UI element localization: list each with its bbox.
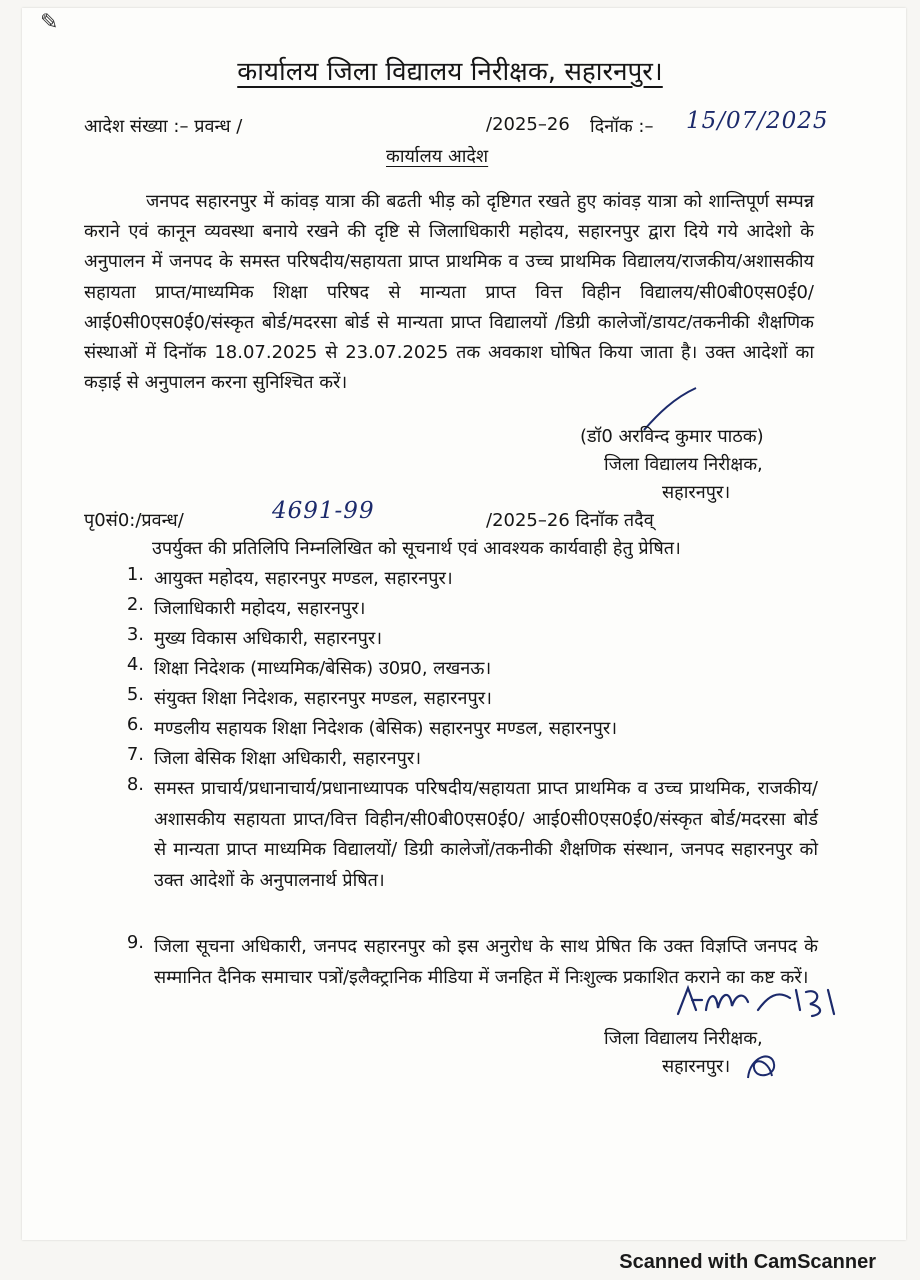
list-item-text: मुख्य विकास अधिकारी, सहारनपुर। <box>154 628 383 649</box>
signatory2-designation: जिला विद्यालय निरीक्षक, <box>604 1028 763 1049</box>
signatory-place: सहारनपुर। <box>662 482 731 503</box>
list-item-number: 1. <box>126 564 144 585</box>
order-date-label: दिनॉक :– <box>590 116 654 137</box>
office-title: कार्यालय जिला विद्यालय निरीक्षक, सहारनपुर। <box>237 57 663 87</box>
order-body <box>84 187 814 398</box>
corner-mark-icon: ✎ <box>40 10 59 35</box>
list-item-number: 9. <box>126 932 144 953</box>
list-item-text: मण्डलीय सहायक शिक्षा निदेशक (बेसिक) सहारनपुर मण्डल, सहारनपुर। <box>154 718 618 739</box>
list-item-text: आयुक्त महोदय, सहारनपुर मण्डल, सहारनपुर। <box>154 568 453 589</box>
order-year-label: /2025–26 <box>486 114 570 135</box>
signatory-designation: जिला विद्यालय निरीक्षक, <box>604 454 763 475</box>
list-item-number: 2. <box>126 594 144 615</box>
signature-initials-icon <box>672 980 842 1026</box>
signatory2-place: सहारनपुर। <box>662 1056 731 1077</box>
signature-flourish-icon <box>742 1046 782 1086</box>
list-item-number: 7. <box>126 744 144 765</box>
list-item-text: समस्त प्राचार्य/प्रधानाचार्य/प्रधानाध्यापक परिषदीय/सहायता प्राप्त प्राथमिक व उच्च प्राथमिक, राजकीय/अशासकीय सहायता प्राप्त/वित्त विहीन/सी0बी0एस0ई0/ आई0सी0एस0ई0/संस्कृत बोर्ड/मदरसा बोर्ड से मान्यता प्राप्त माध्यमिक विद्यालयों/ डिग्री कालेजों/तकनीकी शैक्षणिक संस्थान, जनपद सहारनपुर को उक्त आदेशों के अनुपालनार्थ प्रेषित। <box>154 778 818 891</box>
list-item-number: 8. <box>126 774 144 795</box>
order-body-text: जनपद सहारनपुर में कांवड़ यात्रा की बढती भीड़ को दृष्टिगत रखते हुए कांवड़ यात्रा को शान्तिपूर्ण सम्पन्न कराने एवं कानून व्यवस्था बनाये रखने की दृष्टि से जिलाधिकारी महोदय, सहारनपुर द्वारा दिये गये आदेशो के अनुपालन में जनपद के समस्त परिषदीय/सहायता प्राप्त प्राथमिक व उच्च प्राथमिक विद्यालय/राजकीय/अशासकीय सहायता प्राप्त/माध्यमिक शिक्षा परिषद से मान्यता प्राप्त वित्त विहीन विद्यालय/सी0बी0एस0ई0/आई0सी0एस0ई0/संस्कृत बोर्ड/मदरसा बोर्ड से मान्यता प्राप्त विद्यालयों /डिग्री कालेजों/डायट/तकनीकी शैक्षणिक संस्थाओं में दिनॉक 18.07.2025 से 23.07.2025 तक अवकाश घोषित किया जाता है। उक्त आदेशों का कड़ाई से अनुपालन करना सुनिश्चित करें। <box>84 191 814 394</box>
list-item-text: जिलाधिकारी महोदय, सहारनपुर। <box>154 598 366 619</box>
list-item-number: 6. <box>126 714 144 735</box>
list-item-text: जिला सूचना अधिकारी, जनपद सहारनपुर को इस अनुरोध के साथ प्रेषित कि उक्त विज्ञप्ति जनपद के सम्मानित दैनिक समाचार पत्रों/इलैक्ट्रानिक मीडिया में जनहित में निःशुल्क प्रकाशित कराने का कष्ट करें। <box>154 936 818 988</box>
list-item-number: 5. <box>126 684 144 705</box>
scanner-watermark: Scanned with CamScanner <box>619 1251 876 1273</box>
endorsement-intro: उपर्युक्त की प्रतिलिपि निम्नलिखित को सूचनार्थ एवं आवश्यक कार्यवाही हेतु प्रेषित। <box>152 538 681 559</box>
list-item-text: जिला बेसिक शिक्षा अधिकारी, सहारनपुर। <box>154 748 422 769</box>
signatory-name: (डॉ0 अरविन्द कुमार पाठक) <box>580 426 764 447</box>
list-item-number: 3. <box>126 624 144 645</box>
endorsement-ref-label: पृ0सं0:/प्रवन्ध/ <box>84 510 184 531</box>
order-date-handwritten: 15/07/2025 <box>686 108 829 134</box>
order-number-label: आदेश संख्या :– प्रवन्ध / <box>84 116 243 137</box>
list-item-text: संयुक्त शिक्षा निदेशक, सहारनपुर मण्डल, सहारनपुर। <box>154 688 492 709</box>
endorsement-ref-handwritten: 4691-99 <box>272 498 375 524</box>
list-item-number: 4. <box>126 654 144 675</box>
endorsement-year-date: /2025–26 दिनॉक तदैव् <box>486 510 654 531</box>
order-heading: कार्यालय आदेश <box>386 146 489 167</box>
list-item-text: शिक्षा निदेशक (माध्यमिक/बेसिक) उ0प्र0, लखनऊ। <box>154 658 492 679</box>
